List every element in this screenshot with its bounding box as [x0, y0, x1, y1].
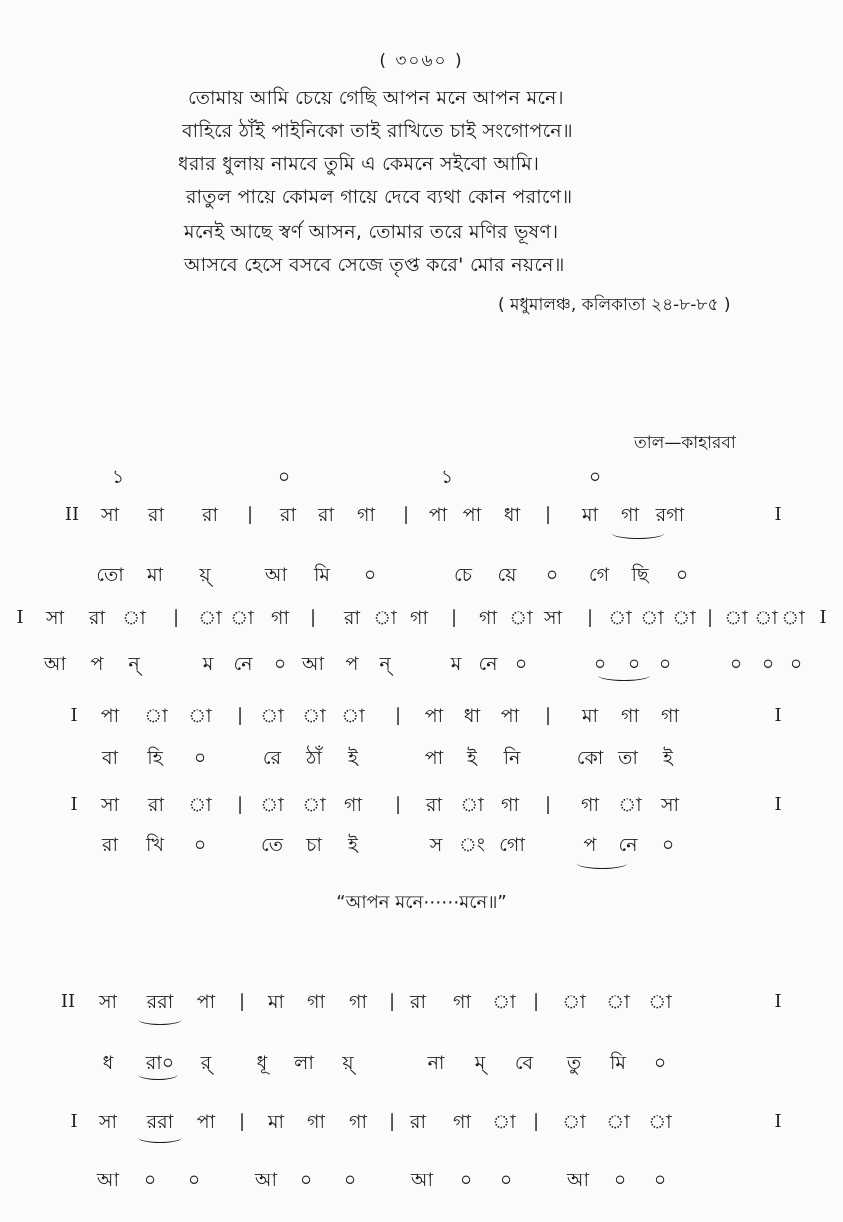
lyric-syllable: ০	[193, 834, 207, 856]
lyric-syllable: ০	[613, 1169, 627, 1191]
lyric-syllable: ই	[348, 834, 358, 856]
lyric-syllable: ০	[193, 747, 207, 769]
lyric-syllable: র্	[200, 1052, 212, 1074]
bar-line: |	[388, 991, 396, 1012]
swara-note: া	[260, 794, 284, 816]
lyric-syllable: ন্	[379, 653, 391, 675]
lyric-syllable: চা	[306, 834, 322, 856]
lyric-syllable: প	[583, 834, 597, 856]
swara-note: পা	[196, 991, 216, 1013]
swara-note: া	[302, 794, 326, 816]
bar-line: |	[532, 1111, 540, 1132]
lyric-syllable: ০	[343, 1169, 357, 1191]
swara-note: রা	[148, 794, 164, 816]
beat-marker: ১	[111, 466, 125, 488]
swara-note: মা	[581, 504, 599, 526]
lyric-syllable: ০	[789, 653, 803, 675]
swara-note: গা	[621, 705, 639, 727]
lyric-syllable: ই	[348, 747, 358, 769]
swara-note: পা	[196, 1111, 216, 1133]
bar-line: I	[774, 705, 782, 726]
swara-note: মা	[581, 705, 599, 727]
slur-mark	[577, 858, 627, 869]
swara-note: া	[492, 991, 516, 1013]
lyric-syllable: য়্	[199, 564, 211, 586]
swara-note: মা	[267, 991, 285, 1013]
swara-note: া	[188, 705, 212, 727]
lyric-syllable: তু	[566, 1052, 582, 1074]
beat-marker: ১	[440, 466, 454, 488]
swara-note: া	[302, 705, 326, 727]
poem-line: তোমায় আমি চেয়ে গেছি আপন মনে আপন মনে।	[188, 87, 564, 109]
swara-note: রা	[148, 504, 164, 526]
swara-note: রা	[89, 607, 105, 629]
swara-note: গা	[271, 607, 289, 629]
tala-label: তাল—কাহারবা	[634, 433, 736, 453]
lyric-syllable: মি	[314, 564, 330, 586]
lyric-syllable: বা	[101, 747, 119, 769]
swara-note: া	[188, 794, 212, 816]
bar-line: |	[388, 1111, 396, 1132]
lyric-syllable: ০	[459, 1169, 473, 1191]
lyric-syllable: আ	[254, 1169, 278, 1191]
swara-note: া	[754, 607, 778, 629]
lyric-syllable: ০	[729, 653, 743, 675]
swara-note: ধা	[503, 504, 521, 526]
poem-line: ধরার ধুলায় নামবে তুমি এ কেমনে সইবো আমি।	[178, 153, 540, 175]
swara-note: া	[562, 991, 586, 1013]
lyric-syllable: ০	[187, 1169, 201, 1191]
lyric-syllable: ০	[653, 1052, 667, 1074]
swara-note: রগা	[655, 504, 685, 526]
lyric-syllable: গো	[499, 834, 525, 856]
swara-note: গা	[621, 504, 639, 526]
bar-line: I	[774, 504, 782, 525]
swara-note: ররা	[146, 1111, 174, 1133]
bar-line: |	[246, 504, 254, 525]
swara-note: া	[640, 607, 664, 629]
swara-note: া	[562, 1111, 586, 1133]
slur-mark	[138, 1132, 182, 1143]
swara-note: পা	[462, 504, 482, 526]
swara-note: গা	[661, 705, 679, 727]
swara-note: গা	[349, 991, 367, 1013]
lyric-syllable: ই	[467, 747, 477, 769]
swara-note: গা	[479, 607, 497, 629]
lyric-syllable: রা০	[145, 1052, 175, 1074]
bar-line: |	[236, 794, 244, 815]
poem-line: আসবে হেসে বসবে সেজে তৃপ্ত করে' মোর নয়নে॥	[184, 254, 565, 276]
swara-note: া	[606, 1111, 630, 1133]
lyric-syllable: আ	[566, 1169, 590, 1191]
swara-note: মা	[267, 1111, 285, 1133]
slur-mark	[138, 1014, 182, 1025]
lyric-syllable: ম	[202, 653, 214, 675]
lyric-syllable: ছি	[631, 564, 649, 586]
swara-note: সা	[98, 991, 118, 1013]
bar-line: |	[238, 1111, 246, 1132]
bar-line: |	[402, 504, 410, 525]
lyric-syllable: ০	[675, 564, 689, 586]
swara-note: া	[373, 607, 397, 629]
swara-note: সা	[100, 794, 120, 816]
lyric-syllable: ০	[658, 653, 672, 675]
lyric-syllable: ০	[545, 564, 559, 586]
bar-line: |	[172, 607, 180, 628]
lyric-syllable: ০	[273, 653, 287, 675]
lyric-syllable: ০	[299, 1169, 313, 1191]
swara-note: সা	[45, 607, 65, 629]
lyric-syllable: নে	[478, 653, 498, 675]
bar-line: II	[60, 991, 76, 1012]
swara-note: সা	[660, 794, 680, 816]
swara-note: রা	[344, 607, 360, 629]
lyric-syllable: না	[427, 1052, 445, 1074]
swara-note: গা	[453, 1111, 471, 1133]
swara-note: পা	[424, 705, 444, 727]
lyric-syllable: স	[429, 834, 443, 856]
swara-note: া	[492, 1111, 516, 1133]
slur-mark	[612, 528, 664, 539]
swara-note: া	[648, 991, 672, 1013]
lyric-syllable: ন্	[128, 653, 140, 675]
lyric-syllable: ং	[459, 834, 485, 856]
swara-note: পা	[500, 705, 520, 727]
swara-note: া	[672, 607, 696, 629]
swara-note: রা	[280, 504, 296, 526]
lyric-syllable: ০	[363, 564, 377, 586]
lyric-syllable: ০	[593, 653, 607, 675]
bar-line: |	[544, 705, 552, 726]
lyric-syllable: আ	[43, 653, 67, 675]
refrain-label: “আপন মনে⋯⋯মনে॥”	[336, 892, 507, 913]
lyric-syllable: ধূ	[256, 1052, 268, 1074]
swara-note: রা	[318, 504, 334, 526]
swara-note: সা	[100, 504, 120, 526]
poem-attribution: ( মধুমালঞ্চ, কলিকাতা ২৪-৮-৮৫ )	[498, 295, 731, 315]
lyric-syllable: রা	[102, 834, 118, 856]
bar-line: I	[16, 607, 24, 628]
lyric-syllable: নি	[503, 747, 521, 769]
swara-note: া	[260, 705, 284, 727]
swara-note: গা	[349, 1111, 367, 1133]
swara-note: া	[724, 607, 748, 629]
slur-mark	[138, 1069, 178, 1080]
bar-line: I	[70, 794, 78, 815]
lyric-syllable: প	[345, 653, 359, 675]
swara-note: পা	[100, 705, 120, 727]
swara-note: গা	[410, 607, 428, 629]
bar-line: |	[236, 705, 244, 726]
lyric-syllable: চে	[454, 564, 472, 586]
bar-line: |	[532, 991, 540, 1012]
bar-line: I	[774, 991, 782, 1012]
swara-note: গা	[357, 504, 375, 526]
lyric-syllable: ঠাঁ	[306, 747, 322, 769]
swara-note: া	[606, 991, 630, 1013]
beat-marker: ০	[588, 466, 602, 488]
swara-note: গা	[581, 794, 599, 816]
lyric-syllable: ম	[450, 653, 462, 675]
lyric-syllable: লা	[294, 1052, 314, 1074]
lyric-syllable: তা	[618, 747, 638, 769]
bar-line: I	[774, 794, 782, 815]
bar-line: |	[544, 504, 552, 525]
lyric-syllable: হি	[147, 747, 163, 769]
poem-line: বাহিরে ঠাঁই পাইনিকো তাই রাখিতে চাই সংগোপনে॥	[182, 120, 573, 142]
swara-note: গা	[307, 1111, 325, 1133]
lyric-syllable: তো	[96, 564, 124, 586]
swara-note: পা	[428, 504, 448, 526]
lyric-syllable: ম্	[474, 1052, 486, 1074]
swara-note: রা	[410, 1111, 426, 1133]
lyric-syllable: বে	[514, 1052, 534, 1074]
lyric-syllable: আ	[96, 1169, 120, 1191]
lyric-syllable: ০	[653, 1169, 667, 1191]
swara-note: গা	[344, 794, 362, 816]
bar-line: I	[70, 705, 78, 726]
poem-line: মনেই আছে স্বর্ণ আসন, তোমার তরে মণির ভূষণ।	[184, 221, 559, 243]
bar-line: |	[238, 991, 246, 1012]
bar-line: |	[586, 607, 594, 628]
swara-note: া	[509, 607, 533, 629]
lyric-syllable: গে	[588, 564, 610, 586]
lyric-syllable: ০	[661, 834, 675, 856]
bar-line: I	[774, 1111, 782, 1132]
swara-note: া	[144, 705, 168, 727]
lyric-syllable: আ	[410, 1169, 434, 1191]
bar-line: |	[394, 705, 402, 726]
lyric-syllable: তে	[261, 834, 283, 856]
swara-note: া	[198, 607, 222, 629]
beat-marker: ০	[277, 466, 291, 488]
lyric-syllable: রে	[262, 747, 282, 769]
swara-note: রা	[426, 794, 442, 816]
swara-note: া	[341, 705, 365, 727]
swara-note: া	[230, 607, 254, 629]
lyric-syllable: খি	[146, 834, 164, 856]
lyric-syllable: আ	[301, 653, 325, 675]
swara-note: া	[648, 1111, 672, 1133]
swara-note: া	[608, 607, 632, 629]
lyric-syllable: মি	[610, 1052, 626, 1074]
page-number: ( ৩০৬০ )	[379, 51, 464, 71]
swara-note: া	[122, 607, 146, 629]
bar-line: |	[309, 607, 317, 628]
bar-line: |	[450, 607, 458, 628]
lyric-syllable: ০	[761, 653, 775, 675]
swara-note: ররা	[146, 991, 174, 1013]
lyric-syllable: নে	[618, 834, 638, 856]
swara-note: া	[460, 794, 484, 816]
lyric-syllable: কো	[576, 747, 604, 769]
swara-note: া	[781, 607, 805, 629]
bar-line: |	[394, 794, 402, 815]
bar-line: II	[64, 504, 80, 525]
lyric-syllable: প	[90, 653, 104, 675]
swara-note: গা	[501, 794, 519, 816]
swara-note: গা	[453, 991, 471, 1013]
lyric-syllable: য়ে	[497, 564, 517, 586]
lyric-syllable: ০	[627, 653, 641, 675]
lyric-syllable: মা	[146, 564, 164, 586]
bar-line: I	[819, 607, 827, 628]
lyric-syllable: আ	[264, 564, 288, 586]
bar-line: |	[544, 794, 552, 815]
slur-mark	[598, 670, 650, 681]
swara-note: া	[618, 794, 642, 816]
swara-note: রা	[410, 991, 426, 1013]
lyric-syllable: ০	[514, 653, 528, 675]
swara-note: রা	[202, 504, 218, 526]
lyric-syllable: ই	[663, 747, 673, 769]
bar-line: I	[70, 1111, 78, 1132]
poem-line: রাতুল পায়ে কোমল গায়ে দেবে ব্যথা কোন পরাণে॥	[186, 186, 573, 208]
lyric-syllable: য়্	[342, 1052, 354, 1074]
lyric-syllable: নে	[233, 653, 253, 675]
lyric-syllable: ০	[499, 1169, 513, 1191]
bar-line: |	[706, 607, 714, 628]
lyric-syllable: ধ	[102, 1052, 114, 1074]
lyric-syllable: ০	[143, 1169, 157, 1191]
swara-note: গা	[307, 991, 325, 1013]
lyric-syllable: পা	[424, 747, 444, 769]
swara-note: সা	[98, 1111, 118, 1133]
swara-note: ধা	[463, 705, 481, 727]
swara-note: সা	[543, 607, 563, 629]
